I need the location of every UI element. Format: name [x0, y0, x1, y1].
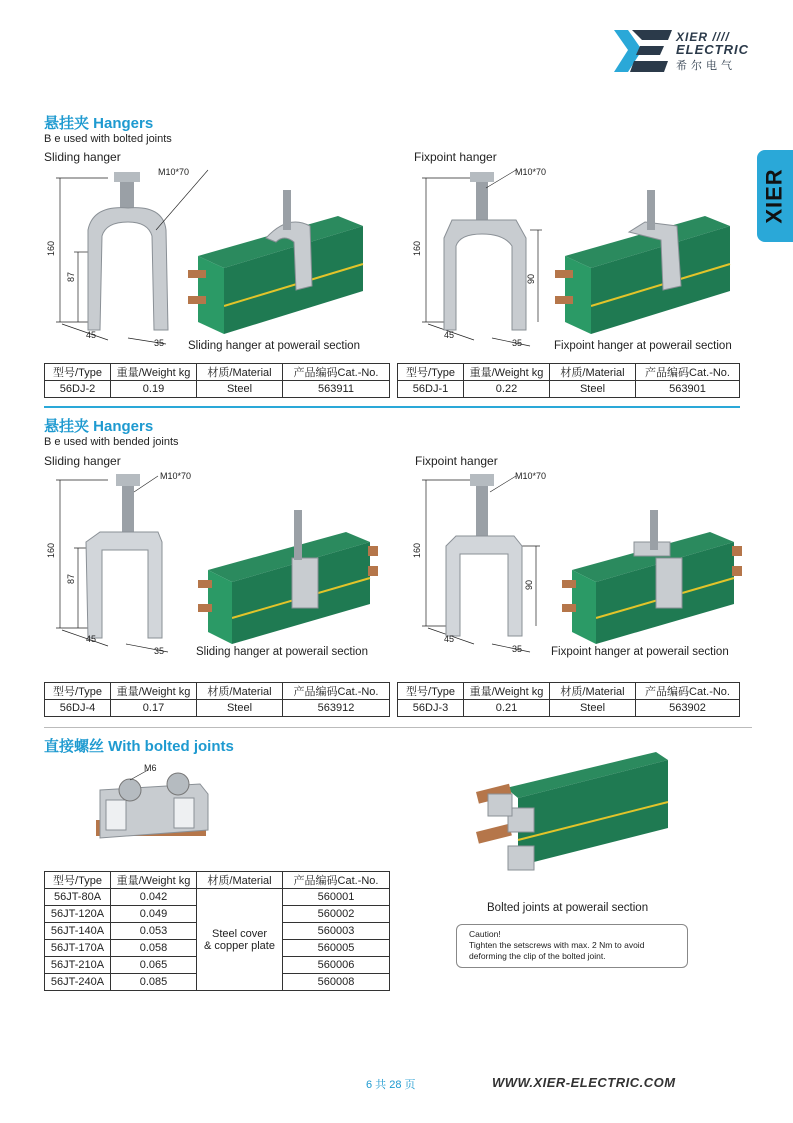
table-header-type: 型号/Type — [398, 683, 464, 700]
brand-line3: 希尔电气 — [676, 60, 736, 72]
section1-left-hanger-drawing — [48, 160, 198, 350]
section1-left-dim-h1: 160 — [46, 240, 56, 256]
section1-subtitle: B e used with bolted joints — [44, 133, 172, 145]
table-row: 56JT-240A 0.085 560008 — [45, 974, 390, 991]
section-divider — [44, 727, 752, 728]
section1-right-dim-w1: 45 — [444, 330, 455, 340]
table-row: 56JT-120A 0.049 560002 — [45, 906, 390, 923]
caution-title: Caution! — [469, 929, 501, 939]
section1-left-caption: Sliding hanger at powerail section — [188, 340, 360, 352]
section2-left-caption: Sliding hanger at powerail section — [196, 646, 368, 658]
section2-right-dim-w1: 45 — [444, 634, 455, 644]
page-number: 6 共 28 页 — [366, 1079, 416, 1091]
section1-left-dim-w1: 45 — [86, 330, 97, 340]
table-header-weight: 重量/Weight kg — [464, 364, 550, 381]
table-row: 56DJ-4 0.17 Steel 563912 — [45, 700, 390, 717]
section2-left-rail-image — [196, 506, 380, 646]
table-header-weight: 重量/Weight kg — [464, 683, 550, 700]
table-header-material: 材质/Material — [197, 364, 283, 381]
table-header-weight: 重量/Weight kg — [111, 872, 197, 889]
table-header-type: 型号/Type — [45, 872, 111, 889]
table-header-material: 材质/Material — [550, 364, 636, 381]
section1-right-caption: Fixpoint hanger at powerail section — [554, 340, 732, 352]
table-header-catno: 产品编码Cat.-No. — [636, 683, 740, 700]
section2-right-caption: Fixpoint hanger at powerail section — [551, 646, 729, 658]
bolted-joint-rail-image — [466, 748, 676, 884]
section3-title: 直接螺丝 With bolted joints — [44, 738, 234, 755]
section1-right-dim-h1: 160 — [412, 240, 422, 256]
table-header-weight: 重量/Weight kg — [111, 683, 197, 700]
table-header-catno: 产品编码Cat.-No. — [283, 364, 390, 381]
section1-right-dim-bolt: M10*70 — [515, 167, 547, 177]
section2-left-dim-bolt: M10*70 — [160, 471, 192, 481]
section2-left-label: Sliding hanger — [44, 454, 121, 468]
material-cell: Steel cover & copper plate — [197, 889, 283, 991]
table-header-type: 型号/Type — [45, 683, 111, 700]
section2-left-dim-h1: 160 — [46, 542, 56, 558]
table-header-material: 材质/Material — [550, 683, 636, 700]
section2-left-table — [44, 682, 390, 717]
section2-right-dim-h2: 90 — [524, 579, 534, 590]
section2-subtitle: B e used with bended joints — [44, 436, 179, 448]
section1-title: 悬挂夹 Hangers — [44, 115, 154, 132]
table-header-catno: 产品编码Cat.-No. — [636, 364, 740, 381]
table-row: 56DJ-2 0.19 Steel 563911 — [45, 381, 390, 398]
section2-left-dim-w1: 45 — [86, 634, 97, 644]
caution-line1: Tighten the setscrews with max. 2 Nm to avoid — [469, 940, 645, 950]
section1-right-rail-image — [555, 186, 745, 336]
caution-line2: deforming the clip of the bolted joint. — [469, 951, 606, 961]
table-row: 56JT-170A 0.058 560005 — [45, 940, 390, 957]
section2-left-hanger-drawing — [48, 466, 198, 662]
table-header-weight: 重量/Weight kg — [111, 364, 197, 381]
brand-line2: ELECTRIC — [676, 42, 749, 57]
caution-box — [456, 924, 688, 968]
table-header-type: 型号/Type — [45, 364, 111, 381]
section2-right-dim-h1: 160 — [412, 542, 422, 558]
section2-left-dim-w2: 35 — [154, 646, 165, 656]
section2-right-hanger-drawing — [412, 466, 562, 662]
section1-left-dim-w2: 35 — [154, 338, 165, 348]
section1-left-dim-bolt: M10*70 — [158, 167, 190, 177]
section1-right-hanger-drawing — [412, 160, 562, 350]
section2-title: 悬挂夹 Hangers — [44, 418, 154, 435]
section1-left-label: Sliding hanger — [44, 150, 121, 164]
table-header-type: 型号/Type — [398, 364, 464, 381]
section2-left-dim-h2: 87 — [66, 573, 76, 584]
section1-left-rail-image — [188, 186, 378, 336]
section2-right-rail-image — [560, 506, 744, 646]
table-row: 56JT-140A 0.053 560003 — [45, 923, 390, 940]
bolted-joint-image — [90, 760, 220, 856]
table-header-material: 材质/Material — [197, 872, 283, 889]
table-header-catno: 产品编码Cat.-No. — [283, 872, 390, 889]
section1-left-dim-h2: 87 — [66, 271, 76, 282]
logo-mark-icon — [612, 28, 676, 74]
section-divider — [44, 406, 740, 408]
section2-right-dim-w2: 35 — [512, 644, 523, 654]
table-row: 56DJ-3 0.21 Steel 563902 — [398, 700, 740, 717]
brand-line1: XIER //// — [676, 30, 730, 44]
section3-screw-label: M6 — [144, 763, 157, 773]
table-row: 56DJ-1 0.22 Steel 563901 — [398, 381, 740, 398]
section1-right-table — [397, 363, 740, 398]
table-header-catno: 产品编码Cat.-No. — [283, 683, 390, 700]
table-header-material: 材质/Material — [197, 683, 283, 700]
section1-right-dim-h2: 90 — [526, 273, 536, 284]
section3-table — [44, 871, 390, 991]
section1-left-table — [44, 363, 390, 398]
section2-right-label: Fixpoint hanger — [415, 454, 498, 468]
table-row: 56JT-210A 0.065 560006 — [45, 957, 390, 974]
website-url: WWW.XIER-ELECTRIC.COM — [492, 1075, 676, 1090]
section2-right-dim-bolt: M10*70 — [515, 471, 547, 481]
section1-right-dim-w2: 35 — [512, 338, 523, 348]
side-tab-label: XIER — [762, 168, 788, 224]
table-row: 56JT-80A 0.042 Steel cover & copper plate 560001 — [45, 889, 390, 906]
section3-caption: Bolted joints at powerail section — [487, 902, 649, 914]
section1-right-label: Fixpoint hanger — [414, 150, 497, 164]
section2-right-table — [397, 682, 740, 717]
